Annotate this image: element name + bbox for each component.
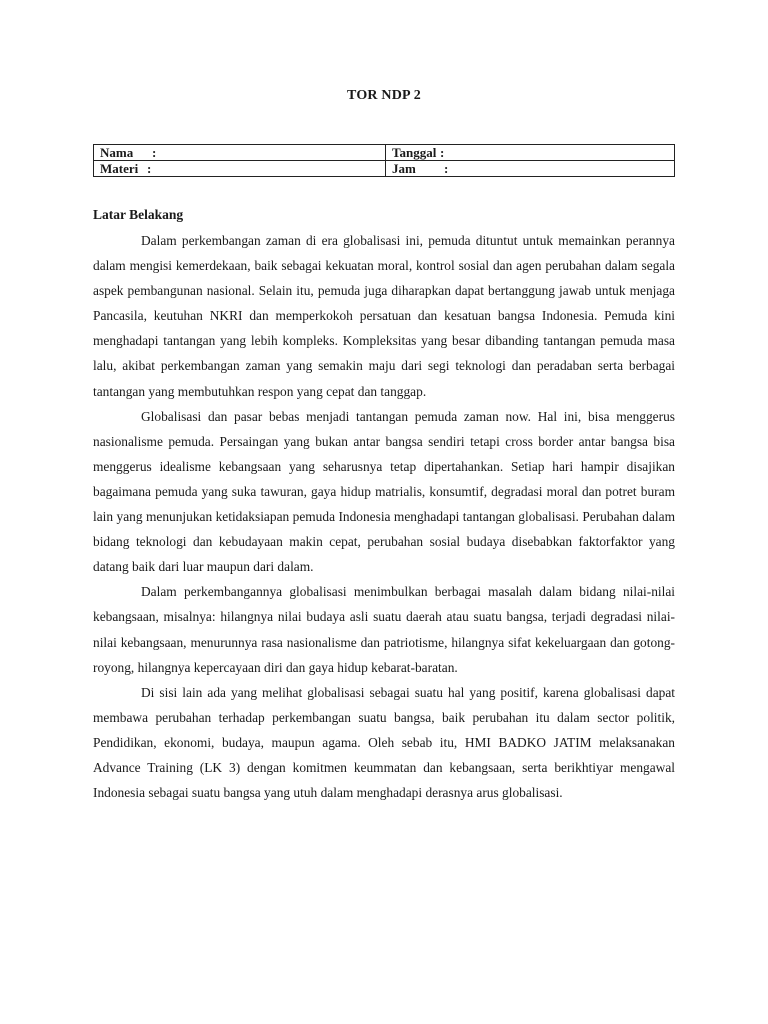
paragraph: Dalam perkembangannya globalisasi menimbulkan berbagai masalah dalam bidang nilai-nilai kebangsaan, misalnya: hilangnya nilai budaya asli suatu daerah atau suatu bangsa, terjadi degradasi nilai-nilai kebangsaan, menurunnya rasa nasionalisme dan patriotisme, hilangnya sifat kekeluargaan dan gotong-royong, hilangnya kepercayaan diri dan gaya hidup kebarat-baratan. <box>93 584 675 675</box>
materi-cell <box>94 161 386 177</box>
tanggal-label: Tanggal <box>392 145 437 160</box>
paragraph: Di sisi lain ada yang melihat globalisasi sebagai suatu hal yang positif, karena globalisasi dapat membawa perubahan terhadap perkembangan suatu bangsa, baik perubahan itu dalam sector politik, Pendidikan, ekonomi, budaya, maupun agama. Oleh sebab itu, HMI BADKO JATIM melaksanakan Advance Training (LK 3) dengan komitmen keummatan dan kebangsaan, serta berikhtiyar mengawal Indonesia sebagai suatu bangsa yang utuh dalam menghadapi derasnya arus globalisasi. <box>93 684 675 801</box>
nama-label: Nama <box>100 145 134 160</box>
info-table <box>93 144 675 177</box>
body-text <box>93 228 675 805</box>
section-heading: Latar Belakang <box>93 207 184 222</box>
materi-label: Materi <box>100 161 139 176</box>
materi-separator: : <box>147 161 152 176</box>
info-row-2 <box>94 161 675 177</box>
nama-cell <box>94 145 386 161</box>
info-row-1 <box>94 145 675 161</box>
paragraph: Globalisasi dan pasar bebas menjadi tantangan pemuda zaman now. Hal ini, bisa menggerus nasionalisme pemuda. Persaingan yang bukan antar bangsa sendiri tetapi cross border antar bangsa bisa menggerus idealisme kebangsaan yang seharusnya tetap dipertahankan. Setiap hari hampir disajikan bagaimana pemuda yang suka tawuran, gaya hidup matrialis, konsumtif, degradasi moral dan potret buram lain yang menunjukan ketidaksiapan pemuda Indonesia menghadapi tantangan globalisasi. Perubahan dalam bidang teknologi dan kebudayaan makin cepat, perubahan sosial budaya disebabkan faktorfaktor yang datang baik dari luar maupun dari dalam. <box>93 408 675 575</box>
jam-cell <box>386 161 675 177</box>
tanggal-separator: : <box>440 145 445 160</box>
document-title: TOR NDP 2 <box>347 88 421 103</box>
jam-label: Jam <box>392 161 416 176</box>
tanggal-cell <box>386 145 675 161</box>
nama-separator: : <box>152 145 157 160</box>
paragraph: Dalam perkembangan zaman di era globalisasi ini, pemuda dituntut untuk memainkan perannya dalam mengisi kemerdekaan, baik sebagai kekuatan moral, kontrol sosial dan agen perubahan dalam segala aspek pembangunan nasional. Selain itu, pemuda juga diharapkan dapat bertanggung jawab untuk menjaga Pancasila, keutuhan NKRI dan memperkokoh persatuan dan kesatuan bangsa Indonesia. Pemuda kini menghadapi tantangan yang lebih kompleks. Kompleksitas yang besar dibanding tantangan pemuda masa lalu, akibat perkembangan zaman yang semakin maju dari segi teknologi dan peradaban serta berbagai tantangan yang membutuhkan respon yang cepat dan tanggap. <box>93 233 675 399</box>
jam-separator: : <box>444 161 449 176</box>
